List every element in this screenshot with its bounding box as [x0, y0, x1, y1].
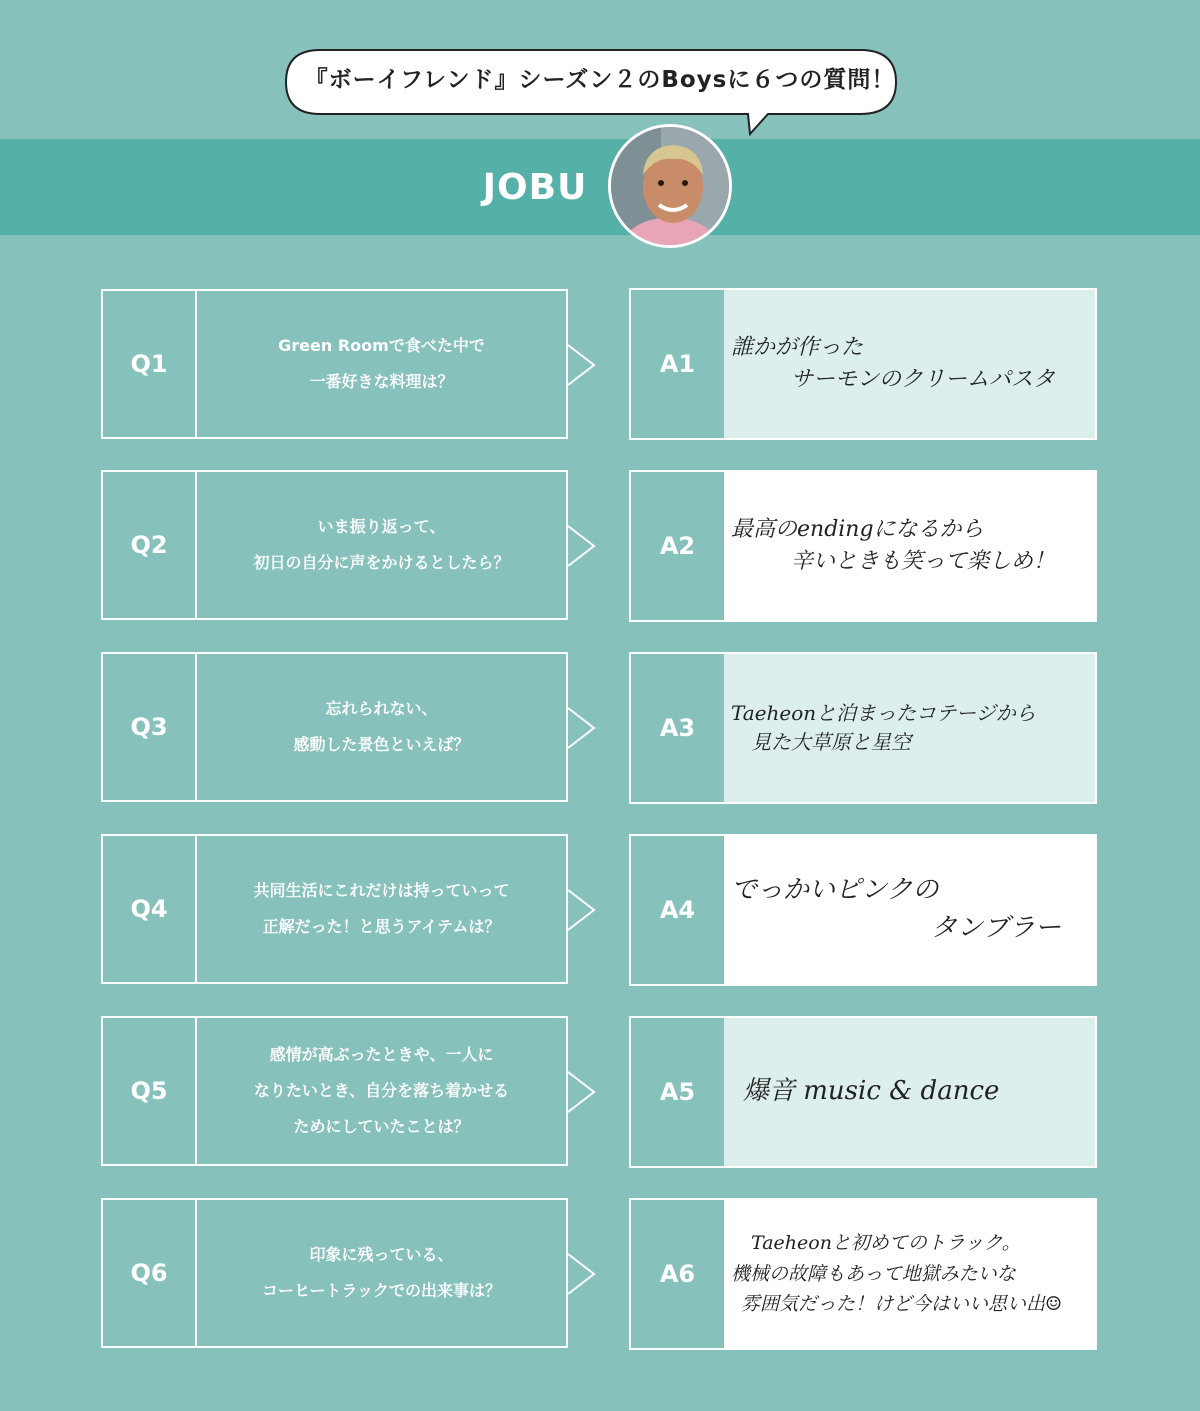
answer-box-a4	[629, 834, 1097, 986]
answer-line: 爆音 music & dance	[743, 1076, 1000, 1107]
answer-label: A4	[631, 836, 724, 984]
answer-line: Taeheonと初めてのトラック。	[751, 1232, 1021, 1255]
question-line: ためにしていたことは？	[293, 1117, 470, 1136]
answer-line: Taeheonと泊まったコテージから	[731, 701, 1036, 725]
answer-text	[731, 654, 1093, 802]
question-line: 正解だった！と思うアイテムは？	[262, 917, 501, 936]
answer-text	[731, 836, 1093, 984]
question-line: 共同生活にこれだけは持っていって	[253, 881, 510, 900]
answer-line: 辛いときも笑って楽しめ！	[791, 549, 1056, 574]
answer-box-a1	[629, 288, 1097, 440]
chevron-right-icon	[564, 343, 598, 387]
question-label: Q1	[103, 291, 197, 437]
question-line: 印象に残っている、	[309, 1245, 454, 1264]
answer-box-a2	[629, 470, 1097, 622]
answer-box-a6	[629, 1198, 1097, 1350]
avatar-portrait-icon	[611, 127, 729, 245]
avatar	[608, 124, 732, 248]
question-line: 感動した景色といえば？	[293, 735, 470, 754]
question-label: Q6	[103, 1200, 197, 1346]
question-box-q2	[101, 470, 568, 620]
question-line: 感情が高ぶったときや、一人に	[269, 1045, 494, 1064]
question-line: いま振り返って、	[317, 517, 446, 536]
answer-text	[731, 472, 1093, 620]
question-box-q4	[101, 834, 568, 984]
person-name: JOBU	[482, 166, 588, 208]
question-line: 初日の自分に声をかけるとしたら？	[253, 553, 510, 572]
question-line: 忘れられない、	[325, 699, 438, 718]
answer-line: 誰かが作った	[731, 335, 864, 361]
answer-label: A1	[631, 290, 724, 438]
answer-box-a3	[629, 652, 1097, 804]
question-label: Q3	[103, 654, 197, 800]
question-text	[197, 1200, 566, 1346]
chevron-right-icon	[564, 706, 598, 750]
question-text	[197, 472, 566, 618]
question-text	[197, 836, 566, 982]
answer-label: A5	[631, 1018, 724, 1166]
answer-line: サーモンのクリームパスタ	[791, 367, 1056, 392]
chevron-right-icon	[564, 1070, 598, 1114]
question-label: Q5	[103, 1018, 197, 1164]
question-line: 一番好きな料理は？	[309, 372, 454, 391]
question-label: Q4	[103, 836, 197, 982]
answer-line: でっかいピンクの	[731, 875, 939, 906]
question-text	[197, 291, 566, 437]
chevron-right-icon	[564, 524, 598, 568]
answer-box-a5	[629, 1016, 1097, 1168]
answer-label: A2	[631, 472, 724, 620]
answer-line: 最高のendingになるから	[731, 517, 984, 543]
question-box-q6	[101, 1198, 568, 1348]
answer-line: 雰囲気だった！けど今はいい思い出☺	[741, 1293, 1063, 1316]
question-text	[197, 654, 566, 800]
answer-line: 機械の故障もあって地獄みたいな	[731, 1262, 1016, 1285]
chevron-right-icon	[564, 1252, 598, 1296]
question-line: コーヒートラックでの出来事は？	[261, 1281, 502, 1300]
answer-text	[731, 290, 1093, 438]
chevron-right-icon	[564, 888, 598, 932]
question-box-q3	[101, 652, 568, 802]
answer-text	[731, 1200, 1093, 1348]
bubble-title: 『ボーイフレンド』シーズン２のBoysに６つの質問！	[304, 66, 896, 93]
answer-line: 見た大草原と星空	[751, 730, 911, 754]
question-box-q5	[101, 1016, 568, 1166]
question-label: Q2	[103, 472, 197, 618]
question-line: なりたいとき、自分を落ち着かせる	[253, 1081, 510, 1100]
answer-line: タンブラー	[931, 913, 1062, 943]
answer-label: A6	[631, 1200, 724, 1348]
question-line: Green Roomで食べた中で	[278, 336, 485, 355]
answer-text	[731, 1018, 1093, 1166]
question-text	[197, 1018, 566, 1164]
question-box-q1	[101, 289, 568, 439]
answer-label: A3	[631, 654, 724, 802]
